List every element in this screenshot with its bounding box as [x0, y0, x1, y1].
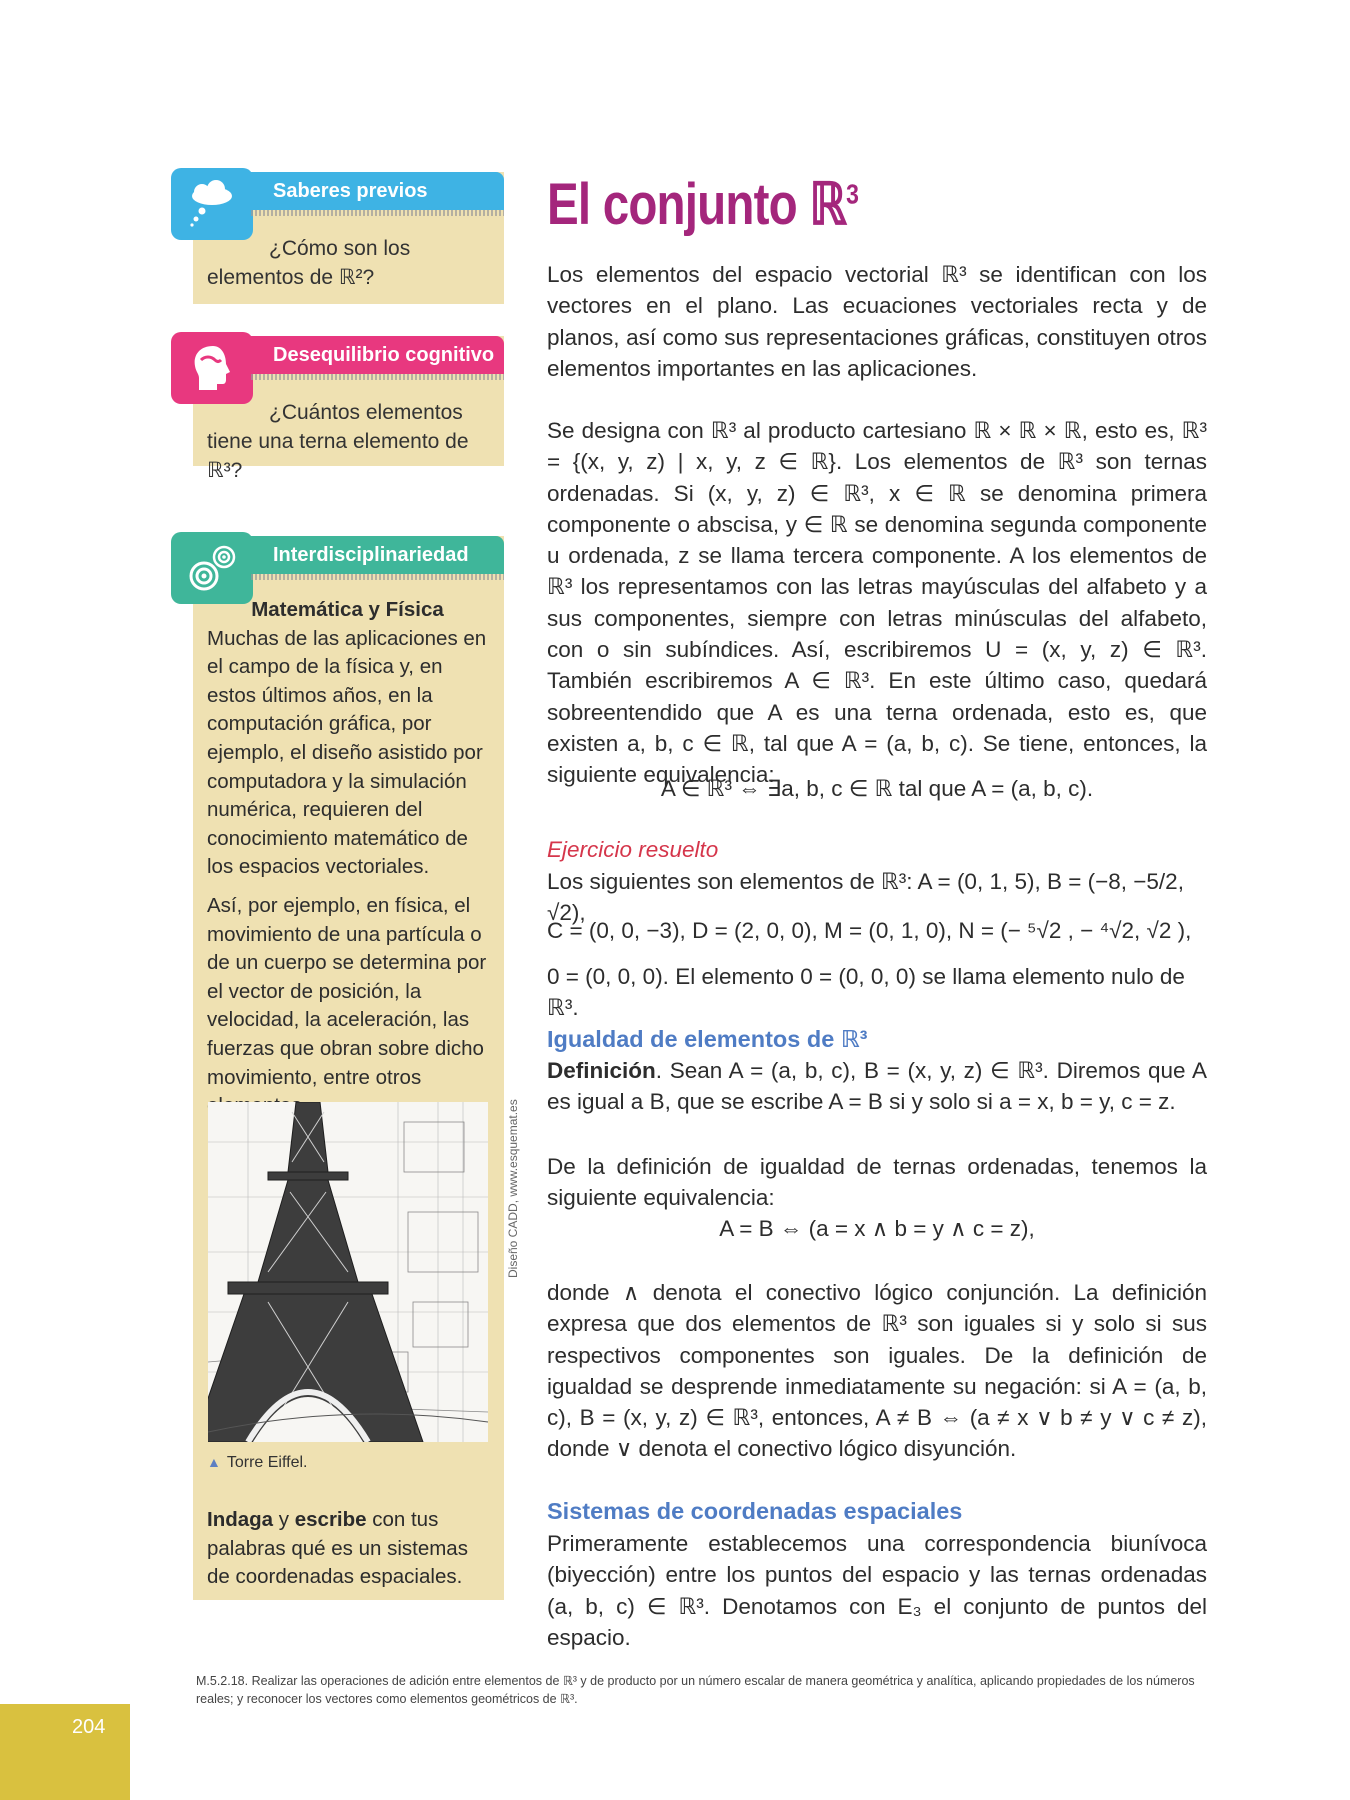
head-profile-icon	[171, 332, 253, 404]
ejercicio-line-1: Los siguientes son elementos de ℝ³: A = (0, 1, 5), B = (−8, −5/2, √2),	[547, 869, 1184, 926]
interdisciplinariedad-text	[207, 596, 488, 1131]
equivalence-intro: De la definición de igualdad de ternas ordenadas, tenemos la siguiente equivalencia:	[547, 1154, 1207, 1211]
interdisciplinariedad-title: Interdisciplinariedad	[273, 544, 469, 566]
ejercicio-title: Ejercicio resuelto	[547, 837, 719, 862]
igualdad-definition	[547, 1055, 1207, 1118]
image-caption-text: Torre Eiffel.	[226, 1454, 308, 1471]
eiffel-tower-image	[208, 1102, 488, 1442]
indaga-keyword: Indaga	[207, 1508, 274, 1531]
equivalence-2: A = B ⇔ (a = x ∧ b = y ∧ c = z),	[719, 1216, 1035, 1241]
target-circles-icon	[171, 532, 253, 604]
curriculum-note: M.5.2.18. Realizar las operaciones de adición entre elementos de ℝ³ y de producto por un número escalar de manera geométrica y analítica, aplicando propiedades de los números reales; y reconocer los vectores como elementos geométricos de ℝ³.	[196, 1674, 1195, 1706]
interdisciplinariedad-box	[193, 536, 504, 1600]
interdisciplinariedad-paragraph-1: Muchas de las aplicaciones en el campo de la física y, en estos últimos años, en la computación gráfica, por ejemplo, el diseño asistido por computadora y la simulación numérica, requieren del conocimiento matemático de los espacios vectoriales.	[207, 626, 487, 879]
interdisciplinariedad-header	[193, 536, 504, 581]
desequilibrio-question: ¿Cuántos elementos tiene una terna elemento de ℝ³?	[207, 401, 469, 482]
desequilibrio-box	[193, 336, 504, 482]
interdisciplinariedad-subtitle: Matemática y Física	[251, 598, 444, 621]
equivalence-1: A ∈ ℝ³ ⇔ ∃a, b, c ∈ ℝ tal que A = (a, b, c).	[660, 776, 1094, 801]
intro-paragraph: Los elementos del espacio vectorial ℝ³ se identifican con los vectores en el plano. Las ecuaciones vectoriales recta y de planos, así como sus representaciones gráficas, constituyen otros elementos importantes en las aplicaciones.	[547, 262, 1207, 381]
ejercicio-line-3: 0 = (0, 0, 0). El elemento 0 = (0, 0, 0) se llama elemento nulo de ℝ³.	[547, 964, 1185, 1021]
negation-paragraph: donde ∧ denota el conectivo lógico conjunción. La definición expresa que dos elementos de ℝ³ son iguales si y solo si sus respectivos componentes son iguales. De la definición de igualdad se desprende inmediatamente su negación: si A = (a, b, c), B = (x, y, z) ∈ ℝ³, entonces, A ≠ B ⇔ (a ≠ x ∨ b ≠ y ∨ c ≠ z), donde ∨ denota el conectivo lógico disyunción.	[547, 1280, 1207, 1462]
page-number: 204	[72, 1716, 106, 1738]
saberes-previos-question: ¿Cómo son los elementos de ℝ²?	[207, 237, 411, 289]
sistemas-paragraph: Primeramente establecemos una correspondencia biunívoca (biyección) entre los puntos del espacio y las ternas ordenadas (a, b, c) ∈ ℝ³. Denotamos con E₃ el conjunto de puntos del espacio.	[547, 1531, 1207, 1650]
ejercicio-line-2: C = (0, 0, −3), D = (2, 0, 0), M = (0, 1, 0), N = (− ⁵√2 , − ⁴√2, √2 ),	[547, 918, 1192, 943]
indaga-connector: y	[273, 1508, 295, 1531]
indaga-rest: con tus palabras qué es un sistemas de coordenadas espaciales.	[207, 1508, 468, 1589]
page-title-text: El conjunto ℝ	[547, 172, 847, 237]
sistemas-title: Sistemas de coordenadas espaciales	[547, 1498, 963, 1524]
page-title	[547, 170, 858, 238]
desequilibrio-header	[193, 336, 504, 381]
page-title-sup: 3	[846, 178, 859, 210]
image-credit: Diseño CADD, www.esquemat.es	[506, 1099, 520, 1278]
triangle-icon: ▲	[207, 1454, 221, 1470]
definicion-text: . Sean A = (a, b, c), B = (x, y, z) ∈ ℝ³. Diremos que A es igual a B, que se escribe A = B si y solo si a = x, b = y, c = z.	[547, 1058, 1207, 1115]
indaga-prompt	[207, 1506, 488, 1592]
igualdad-title: Igualdad de elementos de ℝ³	[547, 1026, 868, 1052]
saberes-previos-header	[193, 172, 504, 217]
definition-paragraph: Se designa con ℝ³ al producto cartesiano ℝ × ℝ × ℝ, esto es, ℝ³ = {(x, y, z) | x, y, z ∈ ℝ}. Los elementos de ℝ³ son ternas ordenadas. Si (x, y, z) ∈ ℝ³, x ∈ ℝ se denomina primera componente o abscisa, y ∈ ℝ se denomina segunda componente u ordenada, z se llama tercera componente. A los elementos de ℝ³ los representamos con las letras mayúsculas del alfabeto y a sus componentes, siempre con letras minúsculas del alfabeto, con o sin subíndices. Así, escribiremos U = (x, y, z) ∈ ℝ³. También escribiremos A ∈ ℝ³. En este último caso, quedará sobreentendido que A es una terna ordenada, esto es, que existen a, b, c ∈ ℝ, tal que A = (a, b, c). Se tiene, entonces, la siguiente equivalencia:	[547, 418, 1207, 788]
page-tab	[0, 1704, 130, 1800]
thought-cloud-icon	[171, 168, 253, 240]
desequilibrio-title: Desequilibrio cognitivo	[273, 344, 495, 366]
saberes-previos-box	[193, 172, 504, 304]
saberes-previos-title: Saberes previos	[273, 180, 428, 202]
image-caption	[207, 1454, 307, 1472]
definicion-label: Definición	[547, 1058, 656, 1083]
escribe-keyword: escribe	[294, 1508, 367, 1531]
interdisciplinariedad-paragraph-2: Así, por ejemplo, en física, el movimiento de una partícula o de un cuerpo se determina por el vector de posición, la velocidad, la aceleración, las fuerzas que obran sobre dicho movimiento, entre otros	[207, 893, 487, 1089]
